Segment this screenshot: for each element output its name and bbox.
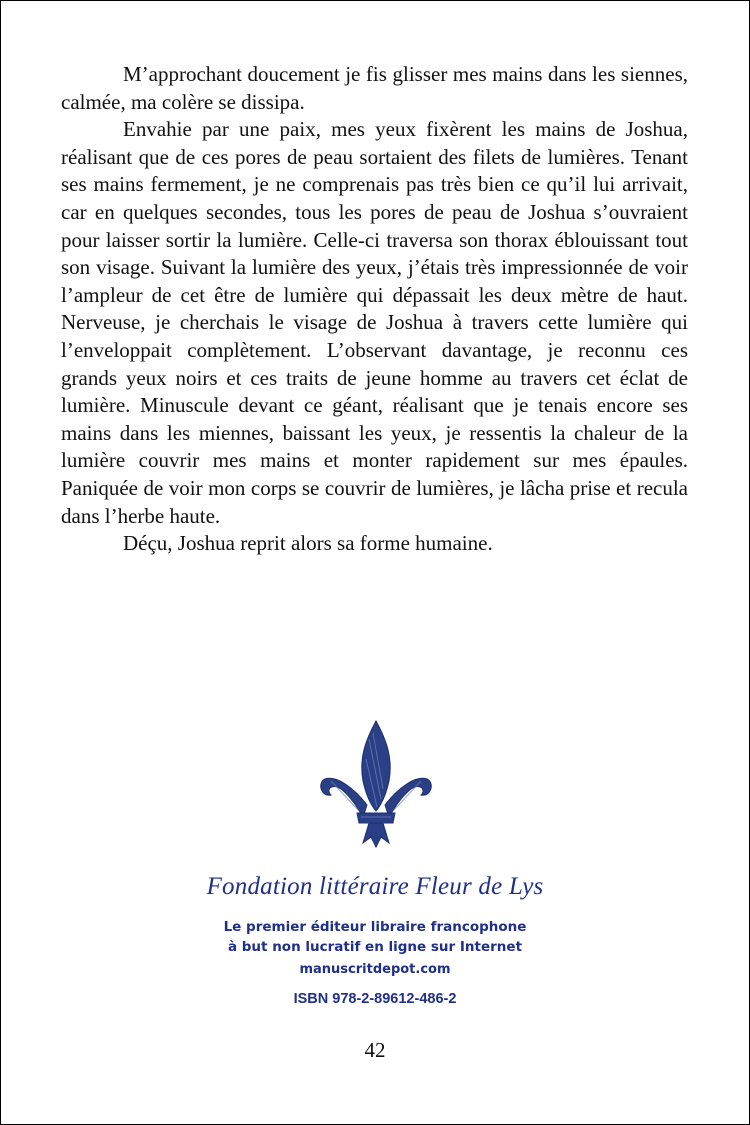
- body-text: [61, 61, 688, 558]
- paragraph: M’approchant doucement je fis glisser mes mains dans les siennes, calmée, ma colère se dissipa.: [61, 62, 688, 114]
- tagline-line: Le premier éditeur libraire francophone: [223, 919, 527, 935]
- tagline-line: à but non lucratif en ligne sur Internet: [227, 939, 523, 955]
- fleur-de-lis-icon: [319, 719, 433, 849]
- page-number: 42: [364, 1038, 386, 1062]
- isbn: ISBN 978-2-89612-486-2: [293, 991, 457, 1007]
- paragraph: Envahie par une paix, mes yeux fixèrent les mains de Joshua, réalisant que de ces pores de peau sortaient des filets de lumières. Tenant ses mains fermement, je ne comprenais pas très bien ce qu’il lui arrivait, car en quelques secondes, tous les pores de peau de Joshua s’ouvraient pour laisser sortir la lumière. Celle-ci traversa son thorax éblouissant tout son visage. Suivant la lumière des yeux, j’étais très impressionnée de voir l’ampleur de cet être de lumière qui dépassait les deux mètre de haut. Nerveuse, je cherchais le visage de Joshua à travers cette lumière qui l’enveloppait complètement. L’observant davantage, je reconnu ces grands yeux noirs et ces traits de jeune homme au travers cet éclat de lumière. Minuscule devant ce géant, réalisant que je tenais encore ses mains dans les miennes, baissant les yeux, je ressentis la chaleur de la lumière couvrir mes mains et monter rapidement sur mes épaules. Paniquée de voir mon corps se couvrir de lumières, je lâcha prise et recula dans l’herbe haute.: [61, 117, 688, 528]
- publisher-tagline: [1, 917, 749, 957]
- paragraph: Déçu, Joshua reprit alors sa forme humaine.: [123, 531, 493, 556]
- publisher-name: Fondation littéraire Fleur de Lys: [206, 873, 544, 900]
- publisher-website: manuscritdepot.com: [299, 962, 451, 977]
